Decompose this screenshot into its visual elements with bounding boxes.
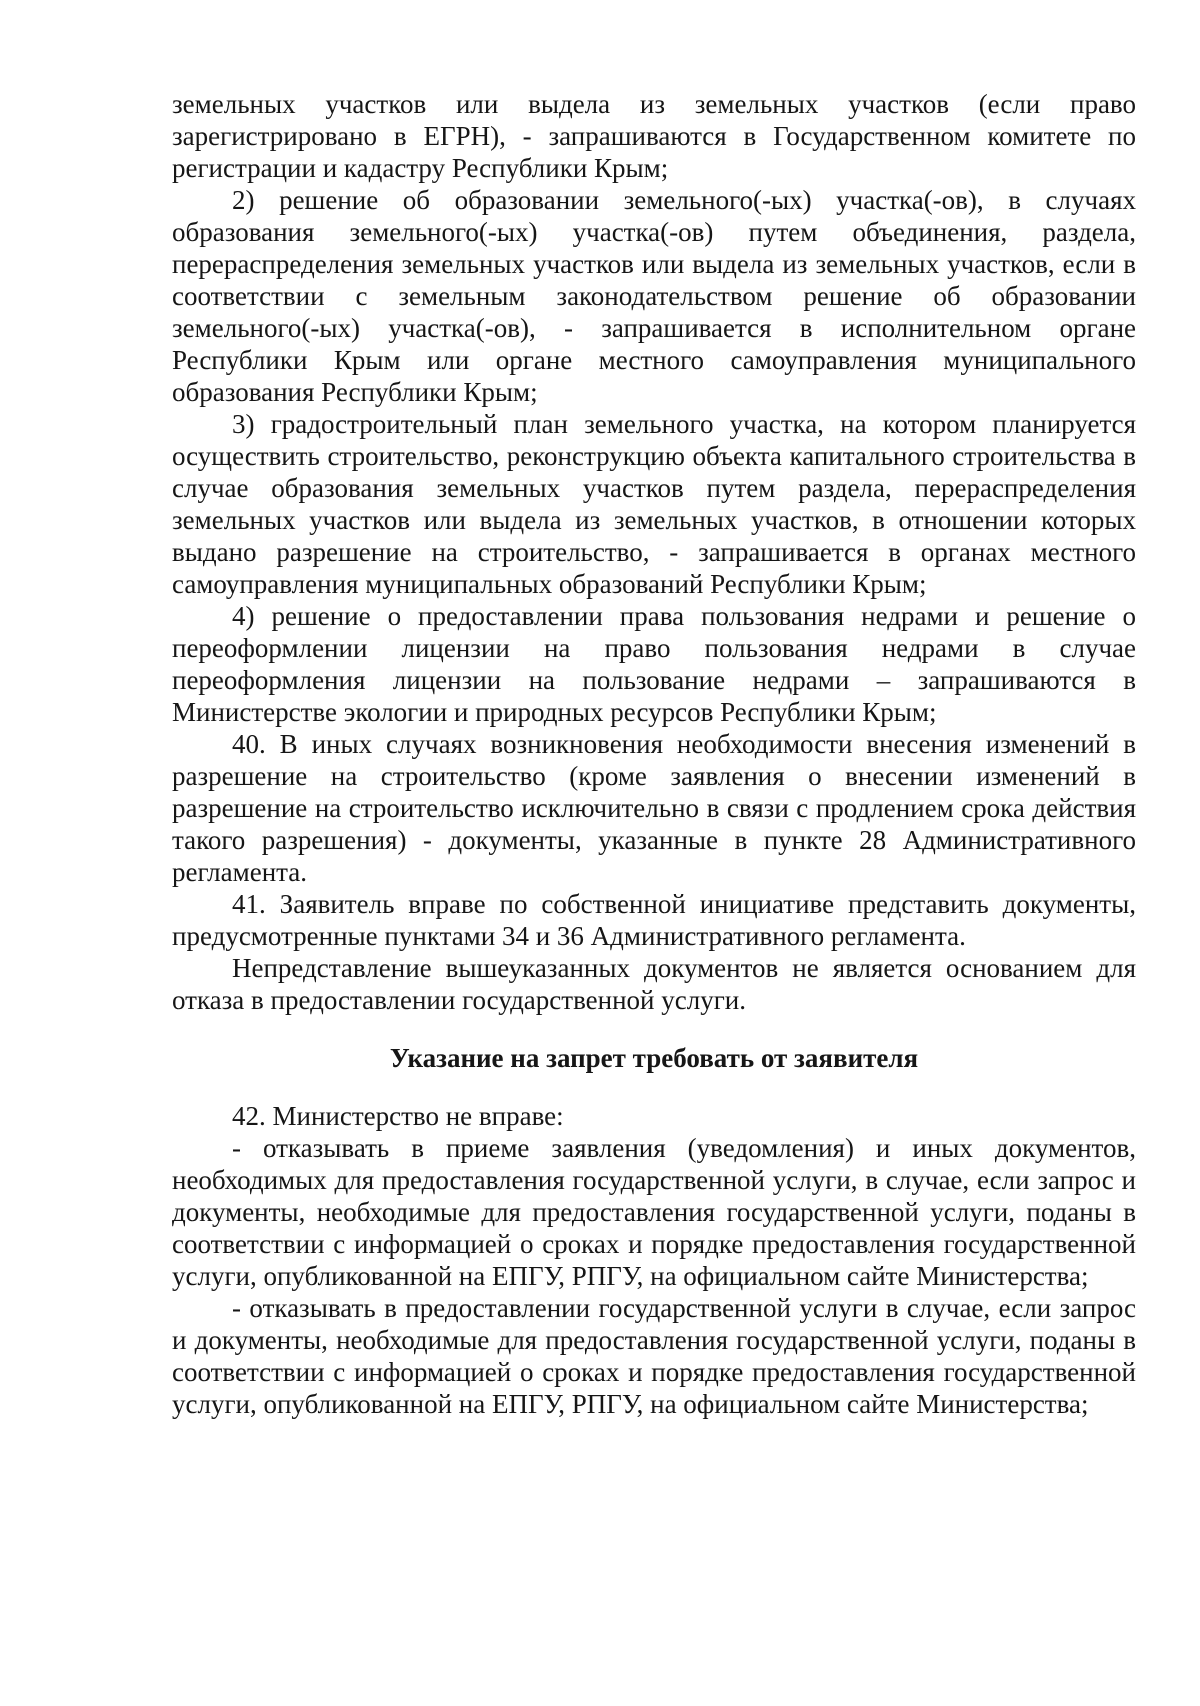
paragraph-item-3: 3) градостроительный план земельного участка, на котором планируется осуществить строительство, реконструкцию объекта капитального строительства в случае образования земельных участков путем раздела, перераспределения земельных участков или выдела из земельных участков, в отношении которых выдано разрешение на строительство, - запрашивается в органах местного самоуправления муниципальных образований Республики Крым; (172, 409, 1136, 599)
paragraph-41: 41. Заявитель вправе по собственной инициативе представить документы, предусмотренные пунктами 34 и 36 Административного регламента. (172, 889, 1136, 951)
paragraph-40: 40. В иных случаях возникновения необходимости внесения изменений в разрешение на строительство (кроме заявления о внесении изменений в разрешение на строительство исключительно в связи с продлением срока действия такого разрешения) - документы, указанные в пункте 28 Административного регламента. (172, 729, 1136, 887)
paragraph-continuation: земельных участков или выдела из земельных участков (если право зарегистрировано в ЕГРН), - запрашиваются в Государственном комитете по регистрации и кадастру Республики Крым; (172, 89, 1136, 183)
paragraph-42-item-1: - отказывать в приеме заявления (уведомления) и иных документов, необходимых для предоставления государственной услуги, в случае, если запрос и документы, необходимые для предоставления государственной услуги, поданы в соответствии с информацией о сроках и порядке предоставления государственной услуги, опубликованной на ЕПГУ, РПГУ, на официальном сайте Министерства; (172, 1133, 1136, 1291)
paragraph-42-item-2: - отказывать в предоставлении государственной услуги в случае, если запрос и документы, необходимые для предоставления государственной услуги, поданы в соответствии с информацией о сроках и порядке предоставления государственной услуги, опубликованной на ЕПГУ, РПГУ, на официальном сайте Министерства; (172, 1293, 1136, 1419)
paragraph-42: 42. Министерство не вправе: (232, 1101, 564, 1131)
document-body (172, 88, 1136, 1420)
paragraph-item-2: 2) решение об образовании земельного(-ых) участка(-ов), в случаях образования земельного(-ых) участка(-ов) путем объединения, раздела, перераспределения земельных участков или выдела из земельных участков, если в соответствии с земельным законодательством решение об образовании земельного(-ых) участка(-ов), - запрашивается в исполнительном органе Республики Крым или органе местного самоуправления муниципального образования Республики Крым; (172, 185, 1136, 407)
paragraph-item-4: 4) решение о предоставлении права пользования недрами и решение о переоформлении лицензии на право пользования недрами в случае переоформления лицензии на пользование недрами – запрашиваются в Министерстве экологии и природных ресурсов Республики Крым; (172, 601, 1136, 727)
paragraph-non-submission: Непредставление вышеуказанных документов не является основанием для отказа в предоставлении государственной услуги. (172, 953, 1136, 1015)
section-heading: Указание на запрет требовать от заявителя (389, 1043, 919, 1073)
